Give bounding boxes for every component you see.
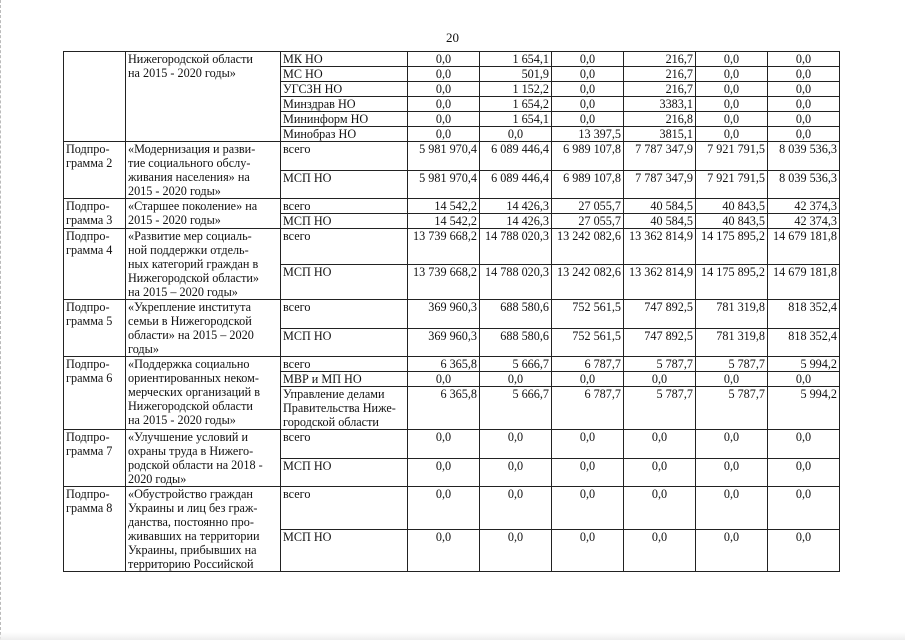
executor-cell: всего (281, 430, 408, 459)
table-row (64, 430, 840, 459)
amount-cell: 6 989 107,8 (552, 142, 624, 171)
amount-cell: 0,0 (552, 487, 624, 530)
amount-cell: 0,0 (552, 82, 624, 97)
program-cell: Подпро- грамма 3 (64, 199, 126, 229)
amount-cell: 13 739 668,2 (408, 264, 480, 300)
amount-cell: 40 584,5 (624, 214, 696, 229)
program-cell: Подпро- грамма 8 (64, 487, 126, 572)
amount-cell: 7 921 791,5 (696, 142, 768, 171)
program-name-cell: «Развитие мер социаль- ной поддержки отдель- ных категорий граждан в Нижегородской области» на 2015 – 2020 годы» (126, 229, 281, 300)
page-number: 20 (446, 30, 459, 45)
amount-cell: 5 787,7 (696, 387, 768, 430)
amount-cell: 747 892,5 (624, 328, 696, 357)
executor-cell: УГСЗН НО (281, 82, 408, 97)
amount-cell: 5 787,7 (624, 357, 696, 372)
amount-cell: 5 994,2 (768, 387, 840, 430)
amount-cell: 501,9 (480, 67, 552, 82)
executor-cell: МСП НО (281, 328, 408, 357)
amount-cell: 13 739 668,2 (408, 229, 480, 265)
amount-cell: 0,0 (480, 430, 552, 459)
amount-cell: 14 542,2 (408, 214, 480, 229)
table-row (64, 300, 840, 329)
amount-cell: 752 561,5 (552, 300, 624, 329)
table-row (64, 229, 840, 265)
amount-cell: 5 981 970,4 (408, 142, 480, 171)
executor-cell: всего (281, 142, 408, 171)
amount-cell: 0,0 (768, 112, 840, 127)
amount-cell: 40 843,5 (696, 214, 768, 229)
program-name-cell: «Обустройство граждан Украины и лиц без граж- данства, постоянно про- живавших на территории Украины, прибывших на территорию Российской (126, 487, 281, 572)
amount-cell: 6 365,8 (408, 387, 480, 430)
amount-cell: 1 152,2 (480, 82, 552, 97)
amount-cell: 13 397,5 (552, 127, 624, 142)
amount-cell: 14 426,3 (480, 199, 552, 214)
amount-cell: 13 242 082,6 (552, 229, 624, 265)
amount-cell: 42 374,3 (768, 199, 840, 214)
amount-cell: 13 242 082,6 (552, 264, 624, 300)
executor-cell: МВР и МП НО (281, 372, 408, 387)
amount-cell: 781 319,8 (696, 300, 768, 329)
amount-cell: 0,0 (696, 82, 768, 97)
amount-cell: 0,0 (696, 127, 768, 142)
scan-bottom-edge (0, 632, 905, 640)
amount-cell: 0,0 (696, 430, 768, 459)
program-cell: Подпро- грамма 6 (64, 357, 126, 430)
executor-cell: всего (281, 229, 408, 265)
amount-cell: 8 039 536,3 (768, 142, 840, 171)
amount-cell: 0,0 (552, 52, 624, 67)
amount-cell: 5 666,7 (480, 357, 552, 372)
amount-cell: 5 787,7 (624, 387, 696, 430)
amount-cell: 0,0 (408, 127, 480, 142)
amount-cell: 42 374,3 (768, 214, 840, 229)
amount-cell: 688 580,6 (480, 300, 552, 329)
amount-cell: 0,0 (552, 430, 624, 459)
executor-cell: МК НО (281, 52, 408, 67)
amount-cell: 0,0 (552, 112, 624, 127)
amount-cell: 0,0 (408, 97, 480, 112)
amount-cell: 14 175 895,2 (696, 229, 768, 265)
amount-cell: 14 542,2 (408, 199, 480, 214)
amount-cell: 0,0 (408, 430, 480, 459)
amount-cell: 369 960,3 (408, 328, 480, 357)
amount-cell: 0,0 (624, 458, 696, 487)
amount-cell: 0,0 (624, 430, 696, 459)
executor-cell: Минобраз НО (281, 127, 408, 142)
amount-cell: 0,0 (768, 97, 840, 112)
amount-cell: 0,0 (696, 97, 768, 112)
amount-cell: 0,0 (408, 112, 480, 127)
amount-cell: 0,0 (480, 127, 552, 142)
amount-cell: 688 580,6 (480, 328, 552, 357)
amount-cell: 0,0 (768, 52, 840, 67)
amount-cell: 6 089 446,4 (480, 170, 552, 199)
amount-cell: 5 666,7 (480, 387, 552, 430)
program-cell: Подпро- грамма 7 (64, 430, 126, 487)
executor-cell: всего (281, 199, 408, 214)
amount-cell: 0,0 (768, 127, 840, 142)
program-name-cell: Нижегородской области на 2015 - 2020 годы» (126, 52, 281, 142)
amount-cell: 0,0 (768, 487, 840, 530)
amount-cell: 14 788 020,3 (480, 264, 552, 300)
amount-cell: 818 352,4 (768, 328, 840, 357)
amount-cell: 5 994,2 (768, 357, 840, 372)
amount-cell: 216,7 (624, 82, 696, 97)
executor-cell: МС НО (281, 67, 408, 82)
amount-cell: 27 055,7 (552, 199, 624, 214)
amount-cell: 747 892,5 (624, 300, 696, 329)
program-name-cell: «Старшее поколение» на 2015 - 2020 годы» (126, 199, 281, 229)
amount-cell: 6 989 107,8 (552, 170, 624, 199)
amount-cell: 5 981 970,4 (408, 170, 480, 199)
amount-cell: 216,7 (624, 67, 696, 82)
table-row (64, 52, 840, 67)
amount-cell: 0,0 (768, 82, 840, 97)
amount-cell: 13 362 814,9 (624, 229, 696, 265)
amount-cell: 14 788 020,3 (480, 229, 552, 265)
amount-cell: 40 584,5 (624, 199, 696, 214)
table-row (64, 199, 840, 214)
amount-cell: 0,0 (552, 67, 624, 82)
amount-cell: 0,0 (408, 458, 480, 487)
amount-cell: 6 089 446,4 (480, 142, 552, 171)
amount-cell: 0,0 (408, 372, 480, 387)
amount-cell: 0,0 (768, 529, 840, 572)
amount-cell: 0,0 (408, 529, 480, 572)
executor-cell: МСП НО (281, 529, 408, 572)
amount-cell: 0,0 (696, 52, 768, 67)
executor-cell: Мининформ НО (281, 112, 408, 127)
amount-cell: 7 787 347,9 (624, 142, 696, 171)
amount-cell: 0,0 (480, 372, 552, 387)
amount-cell: 14 426,3 (480, 214, 552, 229)
executor-cell: всего (281, 357, 408, 372)
amount-cell: 216,7 (624, 52, 696, 67)
table-row (64, 142, 840, 171)
scan-edge (0, 0, 4, 640)
amount-cell: 5 787,7 (696, 357, 768, 372)
amount-cell: 3383,1 (624, 97, 696, 112)
program-cell (64, 52, 126, 142)
amount-cell: 13 362 814,9 (624, 264, 696, 300)
amount-cell: 0,0 (408, 67, 480, 82)
amount-cell: 14 679 181,8 (768, 264, 840, 300)
executor-cell: всего (281, 487, 408, 530)
executor-cell: МСП НО (281, 170, 408, 199)
amount-cell: 27 055,7 (552, 214, 624, 229)
amount-cell: 0,0 (552, 458, 624, 487)
table-row (64, 357, 840, 372)
amount-cell: 0,0 (696, 458, 768, 487)
amount-cell: 6 787,7 (552, 357, 624, 372)
amount-cell: 1 654,1 (480, 112, 552, 127)
executor-cell: МСП НО (281, 458, 408, 487)
program-name-cell: «Модернизация и разви- тие социального обслу- живания населения» на 2015 - 2020 годы» (126, 142, 281, 199)
amount-cell: 752 561,5 (552, 328, 624, 357)
amount-cell: 6 787,7 (552, 387, 624, 430)
amount-cell: 0,0 (480, 529, 552, 572)
amount-cell: 0,0 (696, 112, 768, 127)
amount-cell: 0,0 (768, 430, 840, 459)
amount-cell: 14 679 181,8 (768, 229, 840, 265)
program-name-cell: «Укрепление института семьи в Нижегородской области» на 2015 – 2020 годы» (126, 300, 281, 357)
amount-cell: 0,0 (696, 67, 768, 82)
amount-cell: 6 365,8 (408, 357, 480, 372)
amount-cell: 216,8 (624, 112, 696, 127)
executor-cell: МСП НО (281, 264, 408, 300)
amount-cell: 0,0 (552, 372, 624, 387)
program-name-cell: «Улучшение условий и охраны труда в Нижего- родской области на 2018 - 2020 годы» (126, 430, 281, 487)
program-cell: Подпро- грамма 5 (64, 300, 126, 357)
amount-cell: 0,0 (552, 97, 624, 112)
amount-cell: 7 921 791,5 (696, 170, 768, 199)
amount-cell: 7 787 347,9 (624, 170, 696, 199)
amount-cell: 0,0 (768, 67, 840, 82)
amount-cell: 0,0 (624, 487, 696, 530)
amount-cell: 0,0 (624, 529, 696, 572)
executor-cell: всего (281, 300, 408, 329)
amount-cell: 781 319,8 (696, 328, 768, 357)
executor-cell: Минздрав НО (281, 97, 408, 112)
amount-cell: 0,0 (768, 458, 840, 487)
amount-cell: 14 175 895,2 (696, 264, 768, 300)
amount-cell: 0,0 (480, 487, 552, 530)
amount-cell: 0,0 (696, 529, 768, 572)
amount-cell: 0,0 (480, 458, 552, 487)
amount-cell: 0,0 (552, 529, 624, 572)
table-row (64, 487, 840, 530)
program-name-cell: «Поддержка социально ориентированных неком- мерческих организаций в Нижегородской области на 2015 - 2020 годы» (126, 357, 281, 430)
amount-cell: 0,0 (624, 372, 696, 387)
program-cell: Подпро- грамма 4 (64, 229, 126, 300)
program-cell: Подпро- грамма 2 (64, 142, 126, 199)
amount-cell: 1 654,2 (480, 97, 552, 112)
amount-cell: 0,0 (696, 372, 768, 387)
amount-cell: 369 960,3 (408, 300, 480, 329)
amount-cell: 0,0 (696, 487, 768, 530)
amount-cell: 1 654,1 (480, 52, 552, 67)
amount-cell: 0,0 (768, 372, 840, 387)
executor-cell: МСП НО (281, 214, 408, 229)
amount-cell: 818 352,4 (768, 300, 840, 329)
amount-cell: 0,0 (408, 487, 480, 530)
funding-table (63, 51, 840, 572)
amount-cell: 40 843,5 (696, 199, 768, 214)
executor-cell: Управление делами Правительства Ниже- городской области (281, 387, 408, 430)
amount-cell: 3815,1 (624, 127, 696, 142)
amount-cell: 8 039 536,3 (768, 170, 840, 199)
amount-cell: 0,0 (408, 52, 480, 67)
amount-cell: 0,0 (408, 82, 480, 97)
